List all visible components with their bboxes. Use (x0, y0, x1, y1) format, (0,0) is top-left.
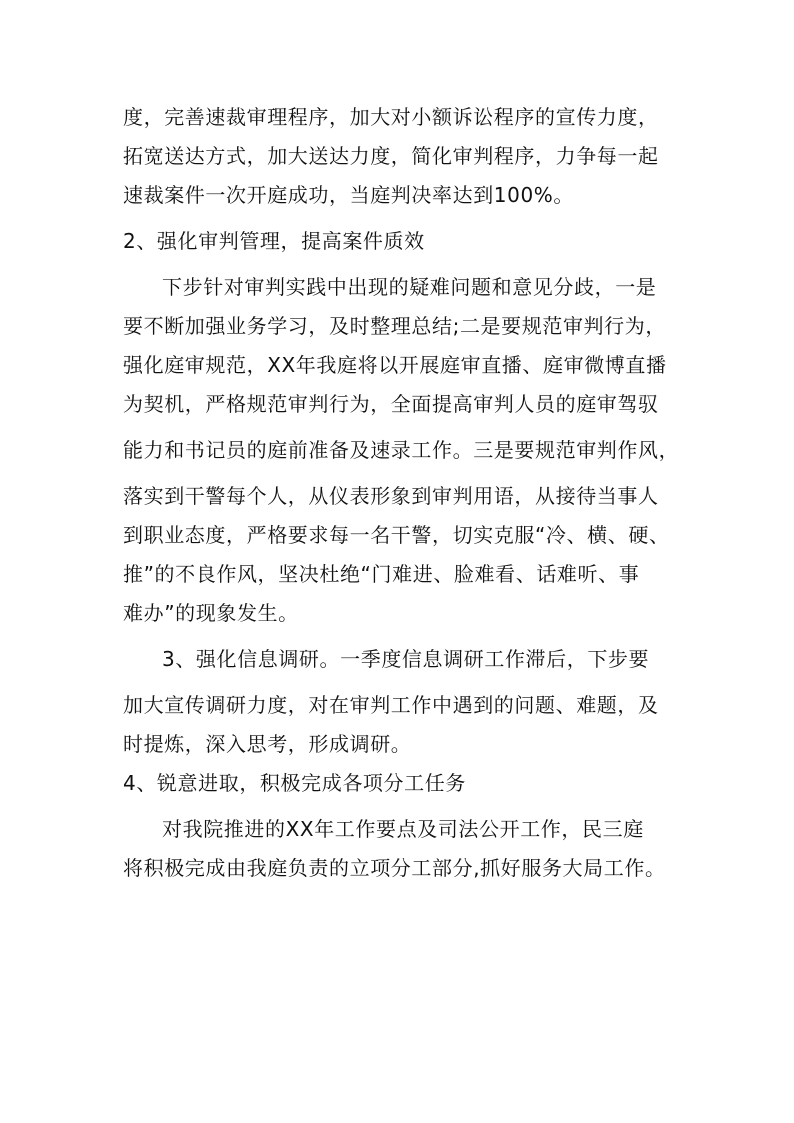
text-line: 下步针对审判实践中出现的疑难问题和意见分歧，一是 (162, 275, 657, 299)
text-line: 度，完善速裁审理程序，加大对小额诉讼程序的宣传力度， (123, 105, 659, 129)
text-line: 3、强化信息调研。一季度信息调研工作滞后，下步要 (162, 647, 650, 671)
text-line: 落实到干警每个人，从仪表形象到审判用语，从接待当事人 (123, 484, 659, 508)
section-heading: 2、强化审判管理，提高案件质效 (123, 229, 425, 253)
text-line: 拓宽送达方式，加大送达力度，简化审判程序，力争每一起 (123, 144, 659, 168)
text-line: 推”的不良作风，坚决杜绝“门难进、脸难看、话难听、事 (123, 562, 640, 586)
text-line: 将积极完成由我庭负责的立项分工部分,抓好服务大局工作。 (123, 856, 666, 880)
text-line: 时提炼，深入思考，形成调研。 (123, 732, 412, 756)
text-line: 难办”的现象发生。 (123, 601, 299, 625)
text-line: 对我院推进的XX年工作要点及司法公开工作，民三庭 (162, 817, 644, 841)
text-line: 强化庭审规范，XX年我庭将以开展庭审直播、庭审微博直播 (123, 353, 667, 377)
text-line: 要不断加强业务学习，及时整理总结;二是要规范审判行为， (123, 314, 666, 338)
text-line: 为契机，严格规范审判行为，全面提高审判人员的庭审驾驭 (123, 392, 659, 416)
text-line: 加大宣传调研力度，对在审判工作中遇到的问题、难题，及 (123, 693, 659, 717)
text-line: 速裁案件一次开庭成功，当庭判决率达到100%。 (123, 183, 574, 207)
text-line: 能力和书记员的庭前准备及速录工作。三是要规范审判作风， (123, 438, 680, 462)
text-line: 到职业态度，严格要求每一名干警，切实克服“冷、横、硬、 (123, 523, 670, 547)
section-heading: 4、锐意进取，积极完成各项分工任务 (123, 771, 466, 795)
